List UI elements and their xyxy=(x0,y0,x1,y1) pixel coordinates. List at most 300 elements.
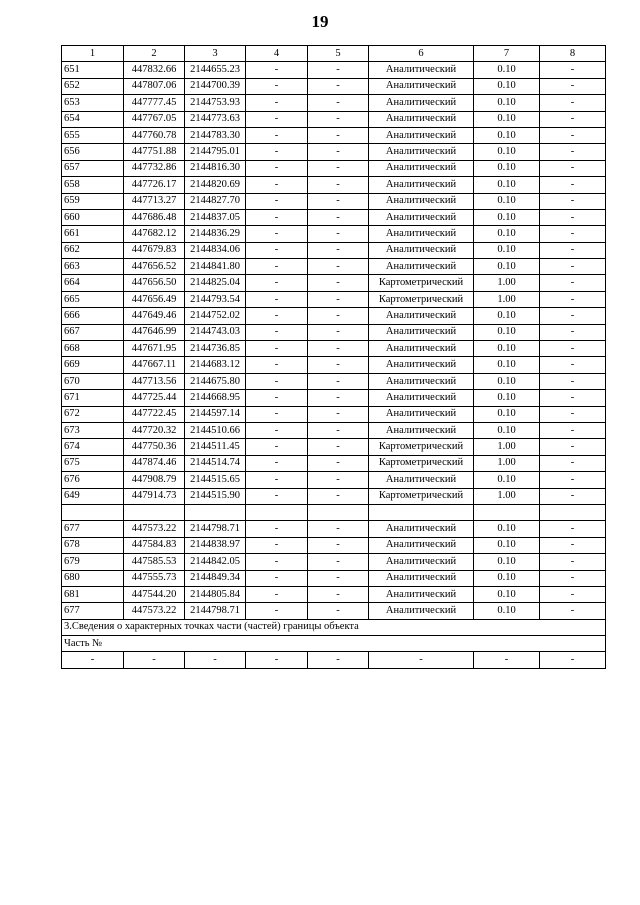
empty-cell xyxy=(246,504,308,520)
table-cell: - xyxy=(246,439,308,455)
table-cell: Аналитический xyxy=(369,308,474,324)
table-cell: Аналитический xyxy=(369,373,474,389)
empty-cell xyxy=(308,504,369,520)
table-cell: - xyxy=(246,78,308,94)
table-cell: 2144842.05 xyxy=(185,554,246,570)
table-cell: 654 xyxy=(62,111,124,127)
table-cell: - xyxy=(308,209,369,225)
table-cell: - xyxy=(540,586,606,602)
table-cell: - xyxy=(246,291,308,307)
table-cell: Аналитический xyxy=(369,193,474,209)
table-cell: Картометрический xyxy=(369,439,474,455)
empty-cell xyxy=(474,504,540,520)
table-cell: 0.10 xyxy=(474,603,540,619)
table-cell: - xyxy=(540,78,606,94)
table-cell: Аналитический xyxy=(369,209,474,225)
table-cell: Картометрический xyxy=(369,455,474,471)
empty-cell xyxy=(369,504,474,520)
table-row xyxy=(62,127,606,143)
table-cell: 2144515.90 xyxy=(185,488,246,504)
table-cell: - xyxy=(540,537,606,553)
table-cell: 0.10 xyxy=(474,308,540,324)
table-cell: 2144668.95 xyxy=(185,390,246,406)
table-cell: 663 xyxy=(62,259,124,275)
table-cell: Картометрический xyxy=(369,275,474,291)
table-cell: 676 xyxy=(62,472,124,488)
table-cell: 2144837.05 xyxy=(185,209,246,225)
table-cell: 447585.53 xyxy=(124,554,185,570)
table-cell: Картометрический xyxy=(369,291,474,307)
table-cell: 675 xyxy=(62,455,124,471)
table-cell: 2144510.66 xyxy=(185,422,246,438)
table-cell: 447914.73 xyxy=(124,488,185,504)
table-cell: Аналитический xyxy=(369,177,474,193)
table-cell: - xyxy=(246,537,308,553)
table-cell: - xyxy=(540,488,606,504)
table-cell: Аналитический xyxy=(369,586,474,602)
table-row xyxy=(62,275,606,291)
table-cell: 0.10 xyxy=(474,95,540,111)
table-row xyxy=(62,209,606,225)
table-cell: 0.10 xyxy=(474,357,540,373)
table-cell: - xyxy=(246,308,308,324)
table-cell: - xyxy=(246,144,308,160)
table-cell: - xyxy=(540,341,606,357)
table-cell: - xyxy=(540,226,606,242)
table-cell: - xyxy=(246,422,308,438)
table-cell: - xyxy=(540,357,606,373)
table-cell: 670 xyxy=(62,373,124,389)
table-cell: 2144795.01 xyxy=(185,144,246,160)
table-cell: 662 xyxy=(62,242,124,258)
table-cell: - xyxy=(246,242,308,258)
table-cell: 447679.83 xyxy=(124,242,185,258)
table-cell: - xyxy=(308,554,369,570)
table-cell: 0.10 xyxy=(474,242,540,258)
table-cell: 2144753.93 xyxy=(185,95,246,111)
table-cell: - xyxy=(540,144,606,160)
table-cell: 681 xyxy=(62,586,124,602)
table-cell: - xyxy=(308,127,369,143)
table-cell: 7 xyxy=(474,46,540,62)
table-cell: 1 xyxy=(62,46,124,62)
table-cell: - xyxy=(308,373,369,389)
table-cell: 677 xyxy=(62,521,124,537)
table-cell: 0.10 xyxy=(474,537,540,553)
table-cell: 8 xyxy=(540,46,606,62)
table-cell: 447544.20 xyxy=(124,586,185,602)
table-cell: - xyxy=(540,390,606,406)
table-cell: 0.10 xyxy=(474,62,540,78)
table-cell: - xyxy=(185,652,246,668)
table-cell: - xyxy=(540,127,606,143)
table-cell: - xyxy=(540,95,606,111)
table-cell: 0.10 xyxy=(474,586,540,602)
table-cell: - xyxy=(308,160,369,176)
table-cell: - xyxy=(540,570,606,586)
table-row xyxy=(62,324,606,340)
table-cell: - xyxy=(246,127,308,143)
table-row xyxy=(62,78,606,94)
table-cell: 658 xyxy=(62,177,124,193)
table-cell: 447832.66 xyxy=(124,62,185,78)
table-cell: 668 xyxy=(62,341,124,357)
table-cell: 665 xyxy=(62,291,124,307)
table-cell: 671 xyxy=(62,390,124,406)
table-cell: 0.10 xyxy=(474,226,540,242)
part-label: Часть № xyxy=(62,636,606,652)
table-cell: Аналитический xyxy=(369,406,474,422)
table-cell: - xyxy=(308,488,369,504)
last-row xyxy=(62,652,606,668)
table-cell: 2144683.12 xyxy=(185,357,246,373)
table-cell: - xyxy=(308,406,369,422)
table-cell: 2144798.71 xyxy=(185,603,246,619)
table-cell: - xyxy=(246,259,308,275)
table-cell: - xyxy=(308,242,369,258)
table-cell: - xyxy=(308,586,369,602)
section-title: 3.Сведения о характерных точках части (частей) границы объекта xyxy=(62,619,606,635)
table-cell: 2144820.69 xyxy=(185,177,246,193)
table-cell: 2144700.39 xyxy=(185,78,246,94)
table-cell: 2144841.80 xyxy=(185,259,246,275)
table-cell: 447573.22 xyxy=(124,521,185,537)
table-cell: - xyxy=(246,603,308,619)
table-cell: - xyxy=(308,603,369,619)
table-cell: Аналитический xyxy=(369,127,474,143)
table-cell: 2144743.03 xyxy=(185,324,246,340)
empty-cell xyxy=(185,504,246,520)
table-cell: - xyxy=(308,95,369,111)
separator-row xyxy=(62,504,606,520)
table-cell: - xyxy=(246,177,308,193)
table-row xyxy=(62,537,606,553)
table-row xyxy=(62,422,606,438)
table-cell: 447807.06 xyxy=(124,78,185,94)
table-cell: - xyxy=(540,308,606,324)
table-cell: - xyxy=(246,357,308,373)
table-cell: 653 xyxy=(62,95,124,111)
table-cell: 0.10 xyxy=(474,422,540,438)
table-cell: 447573.22 xyxy=(124,603,185,619)
table-cell: - xyxy=(369,652,474,668)
table-cell: - xyxy=(246,275,308,291)
table-cell: Аналитический xyxy=(369,160,474,176)
table-cell: 1.00 xyxy=(474,275,540,291)
table-cell: - xyxy=(308,422,369,438)
table-cell: 2144655.23 xyxy=(185,62,246,78)
table-cell: Аналитический xyxy=(369,357,474,373)
table-row xyxy=(62,603,606,619)
table-cell: 2144773.63 xyxy=(185,111,246,127)
table-cell: 657 xyxy=(62,160,124,176)
table-cell: 447908.79 xyxy=(124,472,185,488)
table-cell: 2144816.30 xyxy=(185,160,246,176)
table-cell: 0.10 xyxy=(474,259,540,275)
table-cell: - xyxy=(308,291,369,307)
header-row xyxy=(62,46,606,62)
table-cell: 2144511.45 xyxy=(185,439,246,455)
table-row xyxy=(62,439,606,455)
table-cell: 2144805.84 xyxy=(185,586,246,602)
table-cell: - xyxy=(124,652,185,668)
table-cell: 0.10 xyxy=(474,324,540,340)
table-cell: - xyxy=(246,95,308,111)
table-cell: Аналитический xyxy=(369,422,474,438)
table-cell: Аналитический xyxy=(369,570,474,586)
table-cell: - xyxy=(246,652,308,668)
table-cell: - xyxy=(540,439,606,455)
table-cell: - xyxy=(246,209,308,225)
table-cell: 660 xyxy=(62,209,124,225)
table-cell: 655 xyxy=(62,127,124,143)
table-cell: 447656.49 xyxy=(124,291,185,307)
table-cell: 6 xyxy=(369,46,474,62)
table-cell: 2144827.70 xyxy=(185,193,246,209)
table-cell: 447667.11 xyxy=(124,357,185,373)
coordinates-table xyxy=(61,45,606,669)
table-cell: 2144675.80 xyxy=(185,373,246,389)
table-cell: 2144849.34 xyxy=(185,570,246,586)
table-cell: Аналитический xyxy=(369,259,474,275)
empty-cell xyxy=(62,504,124,520)
table-cell: 2144783.30 xyxy=(185,127,246,143)
table-cell: 1.00 xyxy=(474,291,540,307)
table-cell: - xyxy=(308,439,369,455)
table-cell: 2144597.14 xyxy=(185,406,246,422)
table-cell: - xyxy=(540,521,606,537)
table-cell: 659 xyxy=(62,193,124,209)
table-row xyxy=(62,373,606,389)
table-cell: 1.00 xyxy=(474,455,540,471)
table-cell: 0.10 xyxy=(474,111,540,127)
empty-cell xyxy=(124,504,185,520)
empty-cell xyxy=(540,504,606,520)
table-cell: 447777.45 xyxy=(124,95,185,111)
table-row xyxy=(62,472,606,488)
table-cell: 447874.46 xyxy=(124,455,185,471)
table-cell: 447722.45 xyxy=(124,406,185,422)
table-row xyxy=(62,177,606,193)
table-cell: - xyxy=(246,472,308,488)
table-cell: - xyxy=(540,373,606,389)
table-cell: 0.10 xyxy=(474,406,540,422)
table-cell: 2144515.65 xyxy=(185,472,246,488)
table-cell: 447760.78 xyxy=(124,127,185,143)
table-cell: - xyxy=(308,144,369,160)
table-cell: 2144752.02 xyxy=(185,308,246,324)
table-cell: - xyxy=(540,652,606,668)
table-cell: - xyxy=(540,554,606,570)
table-cell: 447682.12 xyxy=(124,226,185,242)
table-cell: - xyxy=(540,177,606,193)
table-cell: - xyxy=(540,209,606,225)
table-cell: - xyxy=(308,455,369,471)
table-cell: 656 xyxy=(62,144,124,160)
table-cell: - xyxy=(246,521,308,537)
table-cell: Аналитический xyxy=(369,537,474,553)
table-row xyxy=(62,308,606,324)
table-cell: - xyxy=(308,537,369,553)
table-cell: - xyxy=(540,472,606,488)
table-cell: - xyxy=(308,259,369,275)
table-row xyxy=(62,226,606,242)
table-cell: - xyxy=(246,406,308,422)
table-cell: - xyxy=(246,586,308,602)
table-cell: 0.10 xyxy=(474,570,540,586)
table-row xyxy=(62,62,606,78)
table-cell: - xyxy=(308,357,369,373)
table-cell: - xyxy=(540,259,606,275)
table-cell: 447713.56 xyxy=(124,373,185,389)
table-cell: - xyxy=(308,193,369,209)
table-cell: - xyxy=(308,177,369,193)
table-cell: 0.10 xyxy=(474,554,540,570)
table-row xyxy=(62,95,606,111)
table-cell: 678 xyxy=(62,537,124,553)
table-cell: Аналитический xyxy=(369,341,474,357)
table-cell: 2144798.71 xyxy=(185,521,246,537)
table-cell: 2144514.74 xyxy=(185,455,246,471)
table-cell: - xyxy=(308,341,369,357)
table-cell: - xyxy=(540,160,606,176)
table-cell: - xyxy=(540,422,606,438)
table-cell: 680 xyxy=(62,570,124,586)
table-cell: Аналитический xyxy=(369,111,474,127)
table-cell: - xyxy=(308,62,369,78)
table-cell: 3 xyxy=(185,46,246,62)
table-cell: Аналитический xyxy=(369,242,474,258)
table-cell: - xyxy=(246,324,308,340)
table-row xyxy=(62,341,606,357)
table-cell: - xyxy=(308,308,369,324)
table-cell: 0.10 xyxy=(474,472,540,488)
table-cell: - xyxy=(540,111,606,127)
table-row xyxy=(62,406,606,422)
table-cell: 2144736.85 xyxy=(185,341,246,357)
table-cell: 1.00 xyxy=(474,488,540,504)
table-cell: 2144834.06 xyxy=(185,242,246,258)
table-cell: 447555.73 xyxy=(124,570,185,586)
table-cell: - xyxy=(308,652,369,668)
table-cell: Аналитический xyxy=(369,390,474,406)
table-cell: - xyxy=(540,291,606,307)
table-cell: - xyxy=(308,111,369,127)
section-title-row xyxy=(62,619,606,635)
table-cell: - xyxy=(540,455,606,471)
table-cell: - xyxy=(246,62,308,78)
table-cell: 673 xyxy=(62,422,124,438)
table-cell: 674 xyxy=(62,439,124,455)
table-row xyxy=(62,242,606,258)
table-cell: - xyxy=(308,521,369,537)
table-cell: - xyxy=(246,570,308,586)
table-cell: - xyxy=(246,390,308,406)
table-row xyxy=(62,144,606,160)
table-cell: 447713.27 xyxy=(124,193,185,209)
table-cell: 652 xyxy=(62,78,124,94)
table-cell: Аналитический xyxy=(369,554,474,570)
table-cell: 447720.32 xyxy=(124,422,185,438)
table-row xyxy=(62,488,606,504)
table-row xyxy=(62,521,606,537)
table-cell: - xyxy=(540,275,606,291)
table-cell: - xyxy=(246,111,308,127)
table-cell: - xyxy=(246,193,308,209)
table-cell: 447726.17 xyxy=(124,177,185,193)
table-cell: 664 xyxy=(62,275,124,291)
table-cell: 0.10 xyxy=(474,78,540,94)
table-cell: 661 xyxy=(62,226,124,242)
table-cell: 0.10 xyxy=(474,127,540,143)
table-cell: - xyxy=(246,488,308,504)
table-cell: 447656.50 xyxy=(124,275,185,291)
table-row xyxy=(62,160,606,176)
table-cell: 0.10 xyxy=(474,373,540,389)
table-cell: - xyxy=(308,390,369,406)
part-label-row xyxy=(62,636,606,652)
table-cell: 5 xyxy=(308,46,369,62)
table-cell: 0.10 xyxy=(474,144,540,160)
table-cell: 667 xyxy=(62,324,124,340)
table-cell: 669 xyxy=(62,357,124,373)
table-cell: - xyxy=(540,242,606,258)
table-cell: 672 xyxy=(62,406,124,422)
table-row xyxy=(62,586,606,602)
table-cell: - xyxy=(246,554,308,570)
table-cell: 447646.99 xyxy=(124,324,185,340)
table-cell: - xyxy=(308,275,369,291)
page-number: 19 xyxy=(311,12,329,31)
table-cell: - xyxy=(540,62,606,78)
table-cell: 447671.95 xyxy=(124,341,185,357)
table-cell: 649 xyxy=(62,488,124,504)
table-cell: - xyxy=(246,455,308,471)
table-cell: 447656.52 xyxy=(124,259,185,275)
table-cell: - xyxy=(308,78,369,94)
table-cell: 447732.86 xyxy=(124,160,185,176)
table-cell: 679 xyxy=(62,554,124,570)
table-cell: Аналитический xyxy=(369,144,474,160)
table-cell: 677 xyxy=(62,603,124,619)
table-row xyxy=(62,570,606,586)
table-cell: Аналитический xyxy=(369,62,474,78)
table-cell: Аналитический xyxy=(369,324,474,340)
table-row xyxy=(62,259,606,275)
table-cell: 651 xyxy=(62,62,124,78)
table-row xyxy=(62,554,606,570)
table-row xyxy=(62,111,606,127)
table-cell: 2144825.04 xyxy=(185,275,246,291)
table-row xyxy=(62,357,606,373)
table-cell: 0.10 xyxy=(474,193,540,209)
table-cell: Аналитический xyxy=(369,95,474,111)
table-cell: - xyxy=(246,341,308,357)
table-row xyxy=(62,390,606,406)
table-cell: 0.10 xyxy=(474,341,540,357)
table-cell: Аналитический xyxy=(369,603,474,619)
table-cell: 666 xyxy=(62,308,124,324)
table-cell: 0.10 xyxy=(474,209,540,225)
table-cell: - xyxy=(308,570,369,586)
table-cell: 0.10 xyxy=(474,390,540,406)
table-cell: - xyxy=(246,160,308,176)
table-cell: - xyxy=(540,603,606,619)
table-row xyxy=(62,455,606,471)
table-cell: 0.10 xyxy=(474,177,540,193)
table-cell: Аналитический xyxy=(369,521,474,537)
table-cell: 447767.05 xyxy=(124,111,185,127)
